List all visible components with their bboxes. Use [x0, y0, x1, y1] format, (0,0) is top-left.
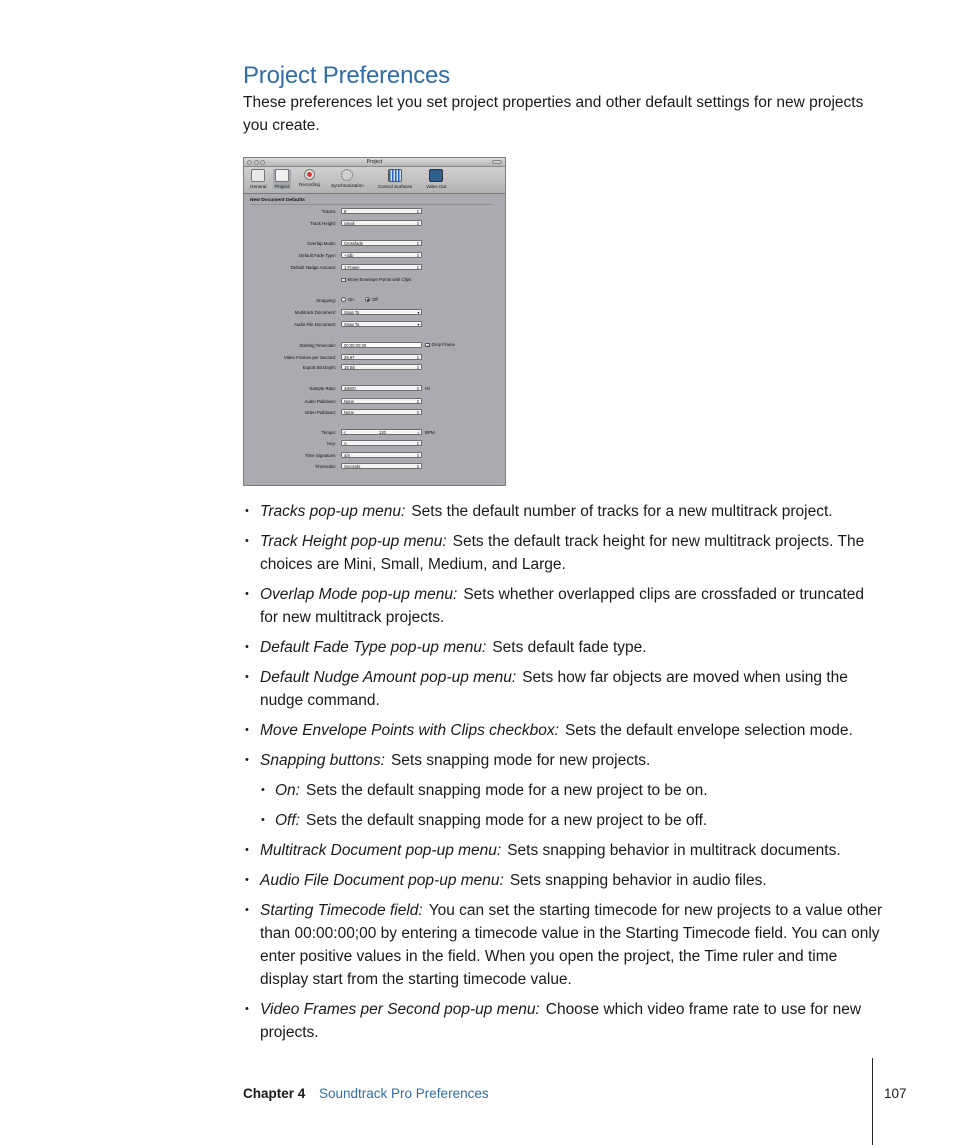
toolbar-recording[interactable]: [299, 169, 320, 187]
snapping-off-radio[interactable]: [365, 297, 378, 302]
bullet-term: Overlap Mode pop-up menu:: [260, 586, 458, 603]
overlap-mode-label: Overlap Mode:: [307, 241, 336, 246]
bullet-text: You can set the starting timecode for new projects to a value other than 00:00:00;00 by entering a timecode value in the Starting Timecode field. You can only enter positive values in the field. When you open the project, the Time ruler and time display start from the starting timecode value.: [260, 902, 883, 988]
list-item: [243, 869, 883, 892]
key-popup[interactable]: [341, 440, 422, 446]
tracks-popup[interactable]: [341, 208, 422, 214]
toolbar-recording-label: Recording: [299, 182, 320, 187]
list-item: [243, 500, 883, 523]
popup-arrows-icon: ⇕: [416, 240, 420, 246]
tempo-decrease-icon[interactable]: <: [343, 430, 346, 435]
timescale-value: Seconds: [344, 464, 361, 469]
nudge-amount-popup[interactable]: [341, 264, 422, 270]
tempo-field[interactable]: [341, 429, 422, 435]
group-divider: [250, 204, 493, 205]
snapping-label: Snapping:: [316, 298, 336, 303]
sample-rate-label: Sample Rate:: [309, 386, 336, 391]
project-preferences-screenshot: [243, 157, 506, 486]
bullet-text: Sets the default snapping mode for a new project to be on.: [305, 782, 708, 799]
bullet-text: Sets the default envelope selection mode.: [564, 722, 853, 739]
timescale-label: Timescale:: [314, 464, 336, 469]
list-item: [243, 666, 883, 712]
checkbox-box[interactable]: [341, 278, 346, 283]
popup-arrows-icon: ⇕: [416, 440, 420, 446]
bullet-term: Default Fade Type pop-up menu:: [260, 639, 487, 656]
track-height-popup[interactable]: [341, 220, 422, 226]
list-item: [243, 636, 883, 659]
drop-frame-label: Drop Frame: [431, 342, 455, 347]
checkbox-box-checked[interactable]: ✓: [426, 342, 430, 348]
bullet-term: Move Envelope Points with Clips checkbox:: [260, 722, 559, 739]
toolbar-video-out-label: Video Out: [426, 184, 447, 189]
general-icon: [251, 169, 265, 182]
toolbar-control-surfaces-label: Control Surfaces: [378, 184, 413, 189]
overlap-mode-popup[interactable]: [341, 240, 422, 246]
video-pulldown-popup[interactable]: [341, 409, 422, 415]
popup-arrows-icon: ⇕: [416, 354, 420, 360]
footer-chapter: Chapter 4: [243, 1086, 306, 1101]
sample-rate-value: 48000: [344, 386, 356, 391]
window-titlebar: [244, 158, 505, 167]
toolbar-synchronization-label: Synchronization: [331, 183, 364, 188]
footer-chapter-title: Soundtrack Pro Preferences: [319, 1086, 489, 1101]
list-item: [243, 749, 883, 772]
multitrack-document-popup[interactable]: [341, 309, 422, 315]
snapping-on-label: On: [348, 297, 354, 302]
bullet-term: Snapping buttons:: [260, 752, 385, 769]
bullet-text: Choose which video frame rate to use for new projects.: [260, 1001, 862, 1041]
audio-pulldown-popup[interactable]: [341, 398, 422, 404]
list-item: [243, 719, 883, 742]
popup-arrows-icon: ⇕: [416, 220, 420, 226]
snapping-on-radio[interactable]: [341, 297, 354, 302]
radio-circle-selected[interactable]: [365, 297, 370, 302]
toolbar-control-surfaces[interactable]: [378, 169, 412, 189]
starting-timecode-label: Starting Timecode:: [299, 343, 336, 348]
bullet-text: Sets snapping behavior in multitrack documents.: [507, 842, 841, 859]
nudge-amount-label: Default Nudge Amount:: [290, 265, 336, 270]
footer-divider: [872, 1058, 873, 1145]
toolbar-project-label: Project: [275, 184, 290, 189]
audio-pulldown-value: None: [344, 399, 355, 404]
popup-arrows-icon: ⇕: [416, 463, 420, 469]
popup-arrow-icon: ▾: [417, 321, 420, 327]
tracks-label: Tracks:: [321, 209, 336, 214]
list-item: [243, 583, 883, 629]
fps-label: Video Frames per Second:: [283, 355, 336, 360]
popup-arrows-icon: ⇕: [416, 398, 420, 404]
export-bit-depth-popup[interactable]: [341, 364, 422, 370]
audio-file-document-value: Snap To: [344, 322, 360, 327]
toolbar-video-out[interactable]: [426, 169, 446, 189]
bullet-text: Sets whether overlapped clips are crossfaded or truncated for new multitrack projects.: [260, 586, 864, 626]
popup-arrows-icon: ⇕: [416, 364, 420, 370]
fade-type-value: +3db: [344, 253, 354, 258]
popup-arrows-icon: ⇕: [416, 264, 420, 270]
move-envelope-label: Move Envelope Points with Clips: [347, 277, 412, 282]
video-pulldown-value: None: [344, 410, 355, 415]
toolbar-general-label: General: [250, 184, 267, 189]
audio-pulldown-label: Audio Pulldown:: [304, 399, 336, 404]
bullet-term: On:: [275, 782, 300, 799]
export-bit-depth-label: Export Bit Depth:: [302, 365, 336, 370]
control-surfaces-icon: [388, 169, 402, 182]
tracks-value: 8: [344, 209, 347, 214]
bullet-text: Sets the default number of tracks for a new multitrack project.: [411, 503, 833, 520]
sync-gears-icon: [341, 169, 353, 181]
multitrack-document-label: Multitrack Document:: [294, 310, 336, 315]
page-number: 107: [884, 1086, 907, 1101]
starting-timecode-value: 00:00:00;00: [344, 343, 367, 348]
popup-arrow-icon: ▾: [417, 309, 420, 315]
track-height-label: Track Height:: [310, 221, 336, 226]
bullet-list: [243, 500, 883, 1051]
move-envelope-checkbox[interactable]: [341, 277, 411, 282]
audio-file-document-label: Audio File Document:: [294, 322, 336, 327]
intro-paragraph: These preferences let you set project properties and other default settings for new projects you create.: [243, 94, 864, 134]
popup-arrows-icon: ⇕: [416, 452, 420, 458]
time-signature-value: 4/4: [344, 453, 350, 458]
bullet-term: Off:: [275, 812, 300, 829]
timescale-popup[interactable]: [341, 463, 422, 469]
preferences-toolbar: [244, 167, 505, 194]
fade-type-popup[interactable]: [341, 252, 422, 258]
fps-value: 29.97: [344, 355, 355, 360]
sub-list-item: [243, 809, 883, 832]
toolbar-general[interactable]: [250, 169, 266, 189]
project-icon: [275, 169, 289, 182]
bullet-text: Sets snapping behavior in audio files.: [509, 872, 767, 889]
toolbar-project[interactable]: [273, 169, 291, 189]
bullet-term: Audio File Document pop-up menu:: [260, 872, 504, 889]
drop-frame-checkbox[interactable]: [425, 342, 455, 347]
multitrack-document-value: Snap To: [344, 310, 360, 315]
page-title: Project Preferences: [243, 62, 450, 89]
time-signature-popup[interactable]: [341, 452, 422, 458]
fade-type-label: Default Fade Type:: [298, 253, 336, 258]
bullet-term: Multitrack Document pop-up menu:: [260, 842, 502, 859]
audio-file-document-popup[interactable]: [341, 321, 422, 327]
bullet-text: Sets default fade type.: [492, 639, 647, 656]
popup-arrows-icon: ⇕: [416, 409, 420, 415]
key-value: A: [344, 441, 347, 446]
popup-arrows-icon: ⇕: [416, 385, 420, 391]
starting-timecode-field[interactable]: [341, 342, 422, 348]
tempo-label: Tempo:: [321, 430, 336, 435]
bullet-term: Track Height pop-up menu:: [260, 533, 447, 550]
nudge-amount-value: 1 Frame: [344, 265, 360, 270]
tempo-value: 120: [379, 430, 386, 435]
tempo-unit: BPM: [425, 430, 435, 435]
video-pulldown-label: Video Pulldown:: [304, 410, 336, 415]
list-item: [243, 899, 883, 991]
toolbar-synchronization[interactable]: [331, 169, 364, 188]
track-height-value: Small: [344, 221, 355, 226]
time-signature-label: Time Signature:: [305, 453, 336, 458]
bullet-text: Sets how far objects are moved when using the nudge command.: [260, 669, 848, 709]
toolbar-toggle-icon[interactable]: [492, 160, 502, 164]
fps-popup[interactable]: [341, 354, 422, 360]
sample-rate-popup[interactable]: [341, 385, 422, 391]
bullet-term: Starting Timecode field:: [260, 902, 423, 919]
popup-arrows-icon: ⇕: [416, 208, 420, 214]
tempo-increase-icon[interactable]: >: [417, 429, 420, 435]
popup-arrows-icon: ⇕: [416, 252, 420, 258]
snapping-off-label: Off: [372, 297, 378, 302]
list-item: [243, 839, 883, 862]
export-bit-depth-value: 16 Bit: [344, 365, 355, 370]
bullet-term: Tracks pop-up menu:: [260, 503, 406, 520]
sub-list-item: [243, 779, 883, 802]
sample-rate-unit: Hz: [425, 386, 431, 391]
overlap-mode-value: Crossfade: [344, 241, 364, 246]
bullet-term: Video Frames per Second pop-up menu:: [260, 1001, 540, 1018]
window-title: Project: [366, 159, 383, 165]
list-item: [243, 530, 883, 576]
bullet-text: Sets snapping mode for new projects.: [390, 752, 651, 769]
list-item: [243, 998, 883, 1044]
record-icon: [304, 169, 315, 180]
bullet-text: Sets the default track height for new multitrack projects. The choices are Mini, Small, Medium, and Large.: [260, 533, 865, 573]
radio-circle[interactable]: [341, 297, 346, 302]
bullet-text: Sets the default snapping mode for a new project to be off.: [305, 812, 708, 829]
key-label: Key:: [327, 441, 336, 446]
bullet-term: Default Nudge Amount pop-up menu:: [260, 669, 517, 686]
group-title: New Document Defaults: [250, 198, 305, 203]
video-out-icon: [429, 169, 443, 182]
